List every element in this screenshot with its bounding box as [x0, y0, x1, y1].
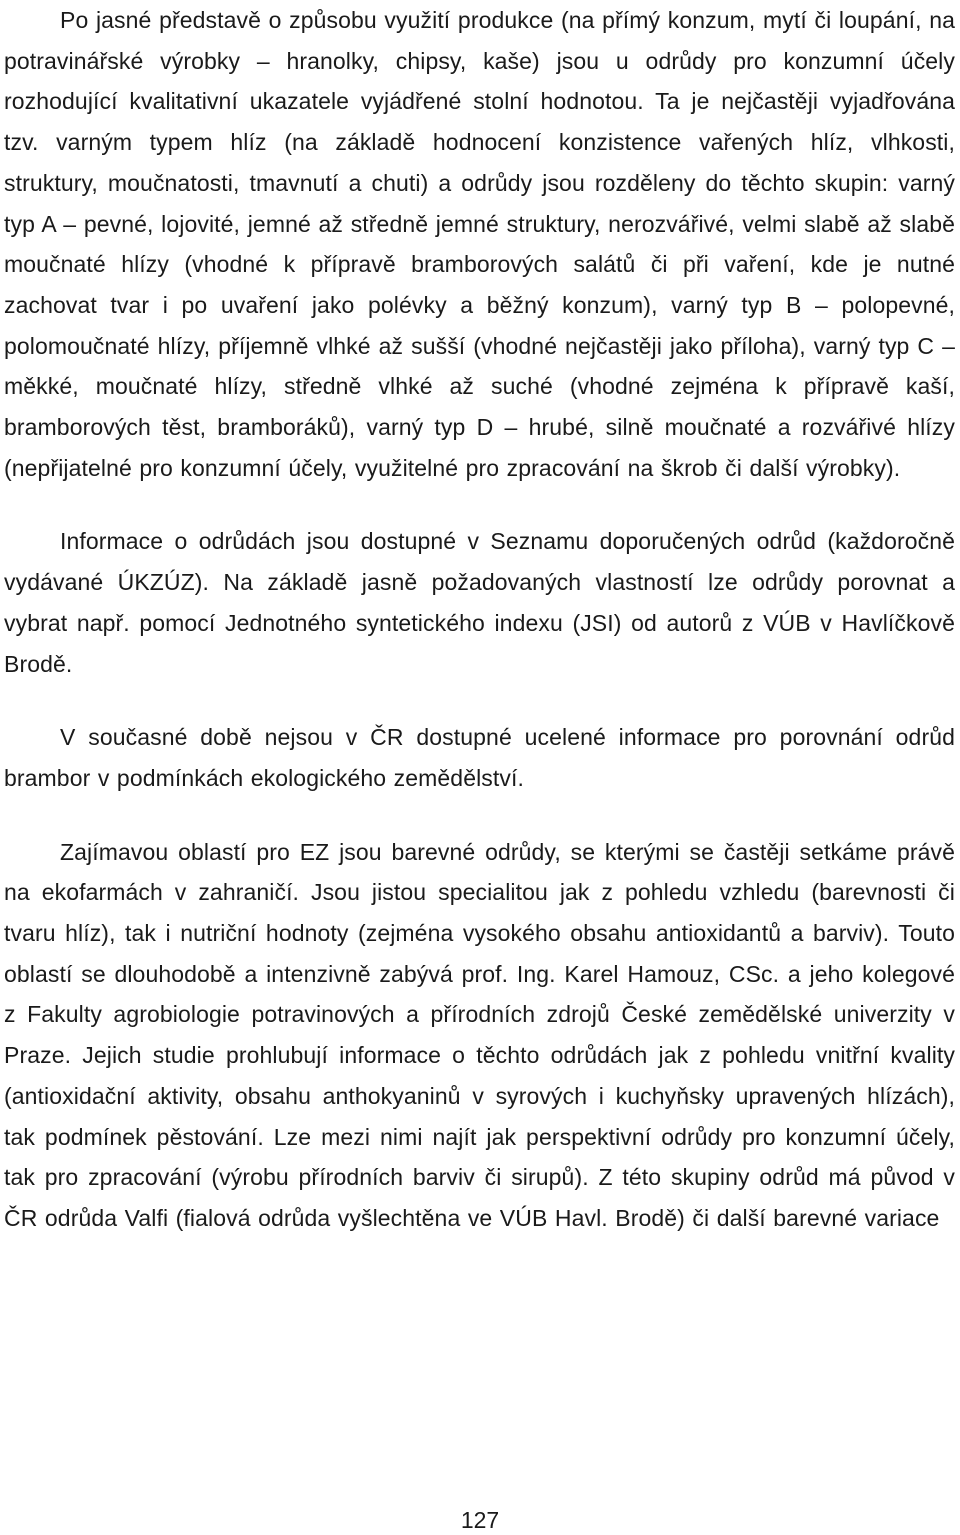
paragraph-variety-info: Informace o odrůdách jsou dostupné v Seznamu doporučených odrůd (každoročně vydávané ÚKZÚZ). Na základě jasně požadovaných vlastností lze odrůdy porovnat a vybrat např. pomocí Jednotného syntetického indexu (JSI) od autorů z VÚB v Havlíčkově Brodě.: [4, 528, 955, 677]
paragraph-cooking-types: Po jasné představě o způsobu využití produkce (na přímý konzum, mytí či loupání, na potravinářské výrobky – hranolky, chipsy, kaše) jsou u odrůdy pro konzumní účely rozhodující kvalitativní ukazatele vyjádřené stolní hodnotou. Ta je nejčastěji vyjadřována tzv. varným typem hlíz (na základě hodnocení konzistence vařených hlíz, vlhkosti, struktury, moučnatosti, tmavnutí a chuti) a odrůdy jsou rozděleny do těchto skupin: varný typ A – pevné, lojovité, jemné až středně jemné struktury, nerozvářivé, velmi slabě až slabě moučnaté hlízy (vhodné k přípravě bramborových salátů či při vaření, kde je nutné zachovat tvar i po uvaření jako polévky a běžný konzum), varný typ B – polopevné, polomoučnaté hlízy, příjemně vlhké až sušší (vhodné nejčastěji jako příloha), varný typ C – měkké, moučnaté hlízy, středně vlhké až suché (vhodné zejména k přípravě kaší, bramborových těst, bramboráků), varný typ D – hrubé, silně moučnaté a rozvářivé hlízy (nepřijatelné pro konzumní účely, využitelné pro zpracování na škrob či další výrobky).: [4, 7, 955, 481]
document-body: [4, 0, 955, 1239]
paragraph-colored-varieties: Zajímavou oblastí pro EZ jsou barevné odrůdy, se kterými se častěji setkáme právě na ekofarmách v zahraničí. Jsou jistou specialitou jak z pohledu vzhledu (barevnosti či tvaru hlíz), tak i nutriční hodnoty (zejména vysokého obsahu antioxidantů a barviv). Touto oblastí se dlouhodobě a intenzivně zabývá prof. Ing. Karel Hamouz, CSc. a jeho kolegové z Fakulty agrobiologie potravinových a přírodních zdrojů České zemědělské univerzity v Praze. Jejich studie prohlubují informace o těchto odrůdách jak z pohledu vnitřní kvality (antioxidační aktivity, obsahu anthokyaninů v syrových i kuchyňsky upravených hlízách), tak podmínek pěstování. Lze mezi nimi najít jak perspektivní odrůdy pro konzumní účely, tak pro zpracování (výrobu přírodních barviv či sirupů). Z této skupiny odrůd má původ v ČR odrůda Valfi (fialová odrůda vyšlechtěna ve VÚB Havl. Brodě) či další barevné variace: [4, 838, 955, 1231]
paragraph-organic-farming: V současné době nejsou v ČR dostupné ucelené informace pro porovnání odrůd brambor v podmínkách ekologického zemědělství.: [4, 724, 955, 791]
page-number: 127: [460, 1507, 500, 1533]
